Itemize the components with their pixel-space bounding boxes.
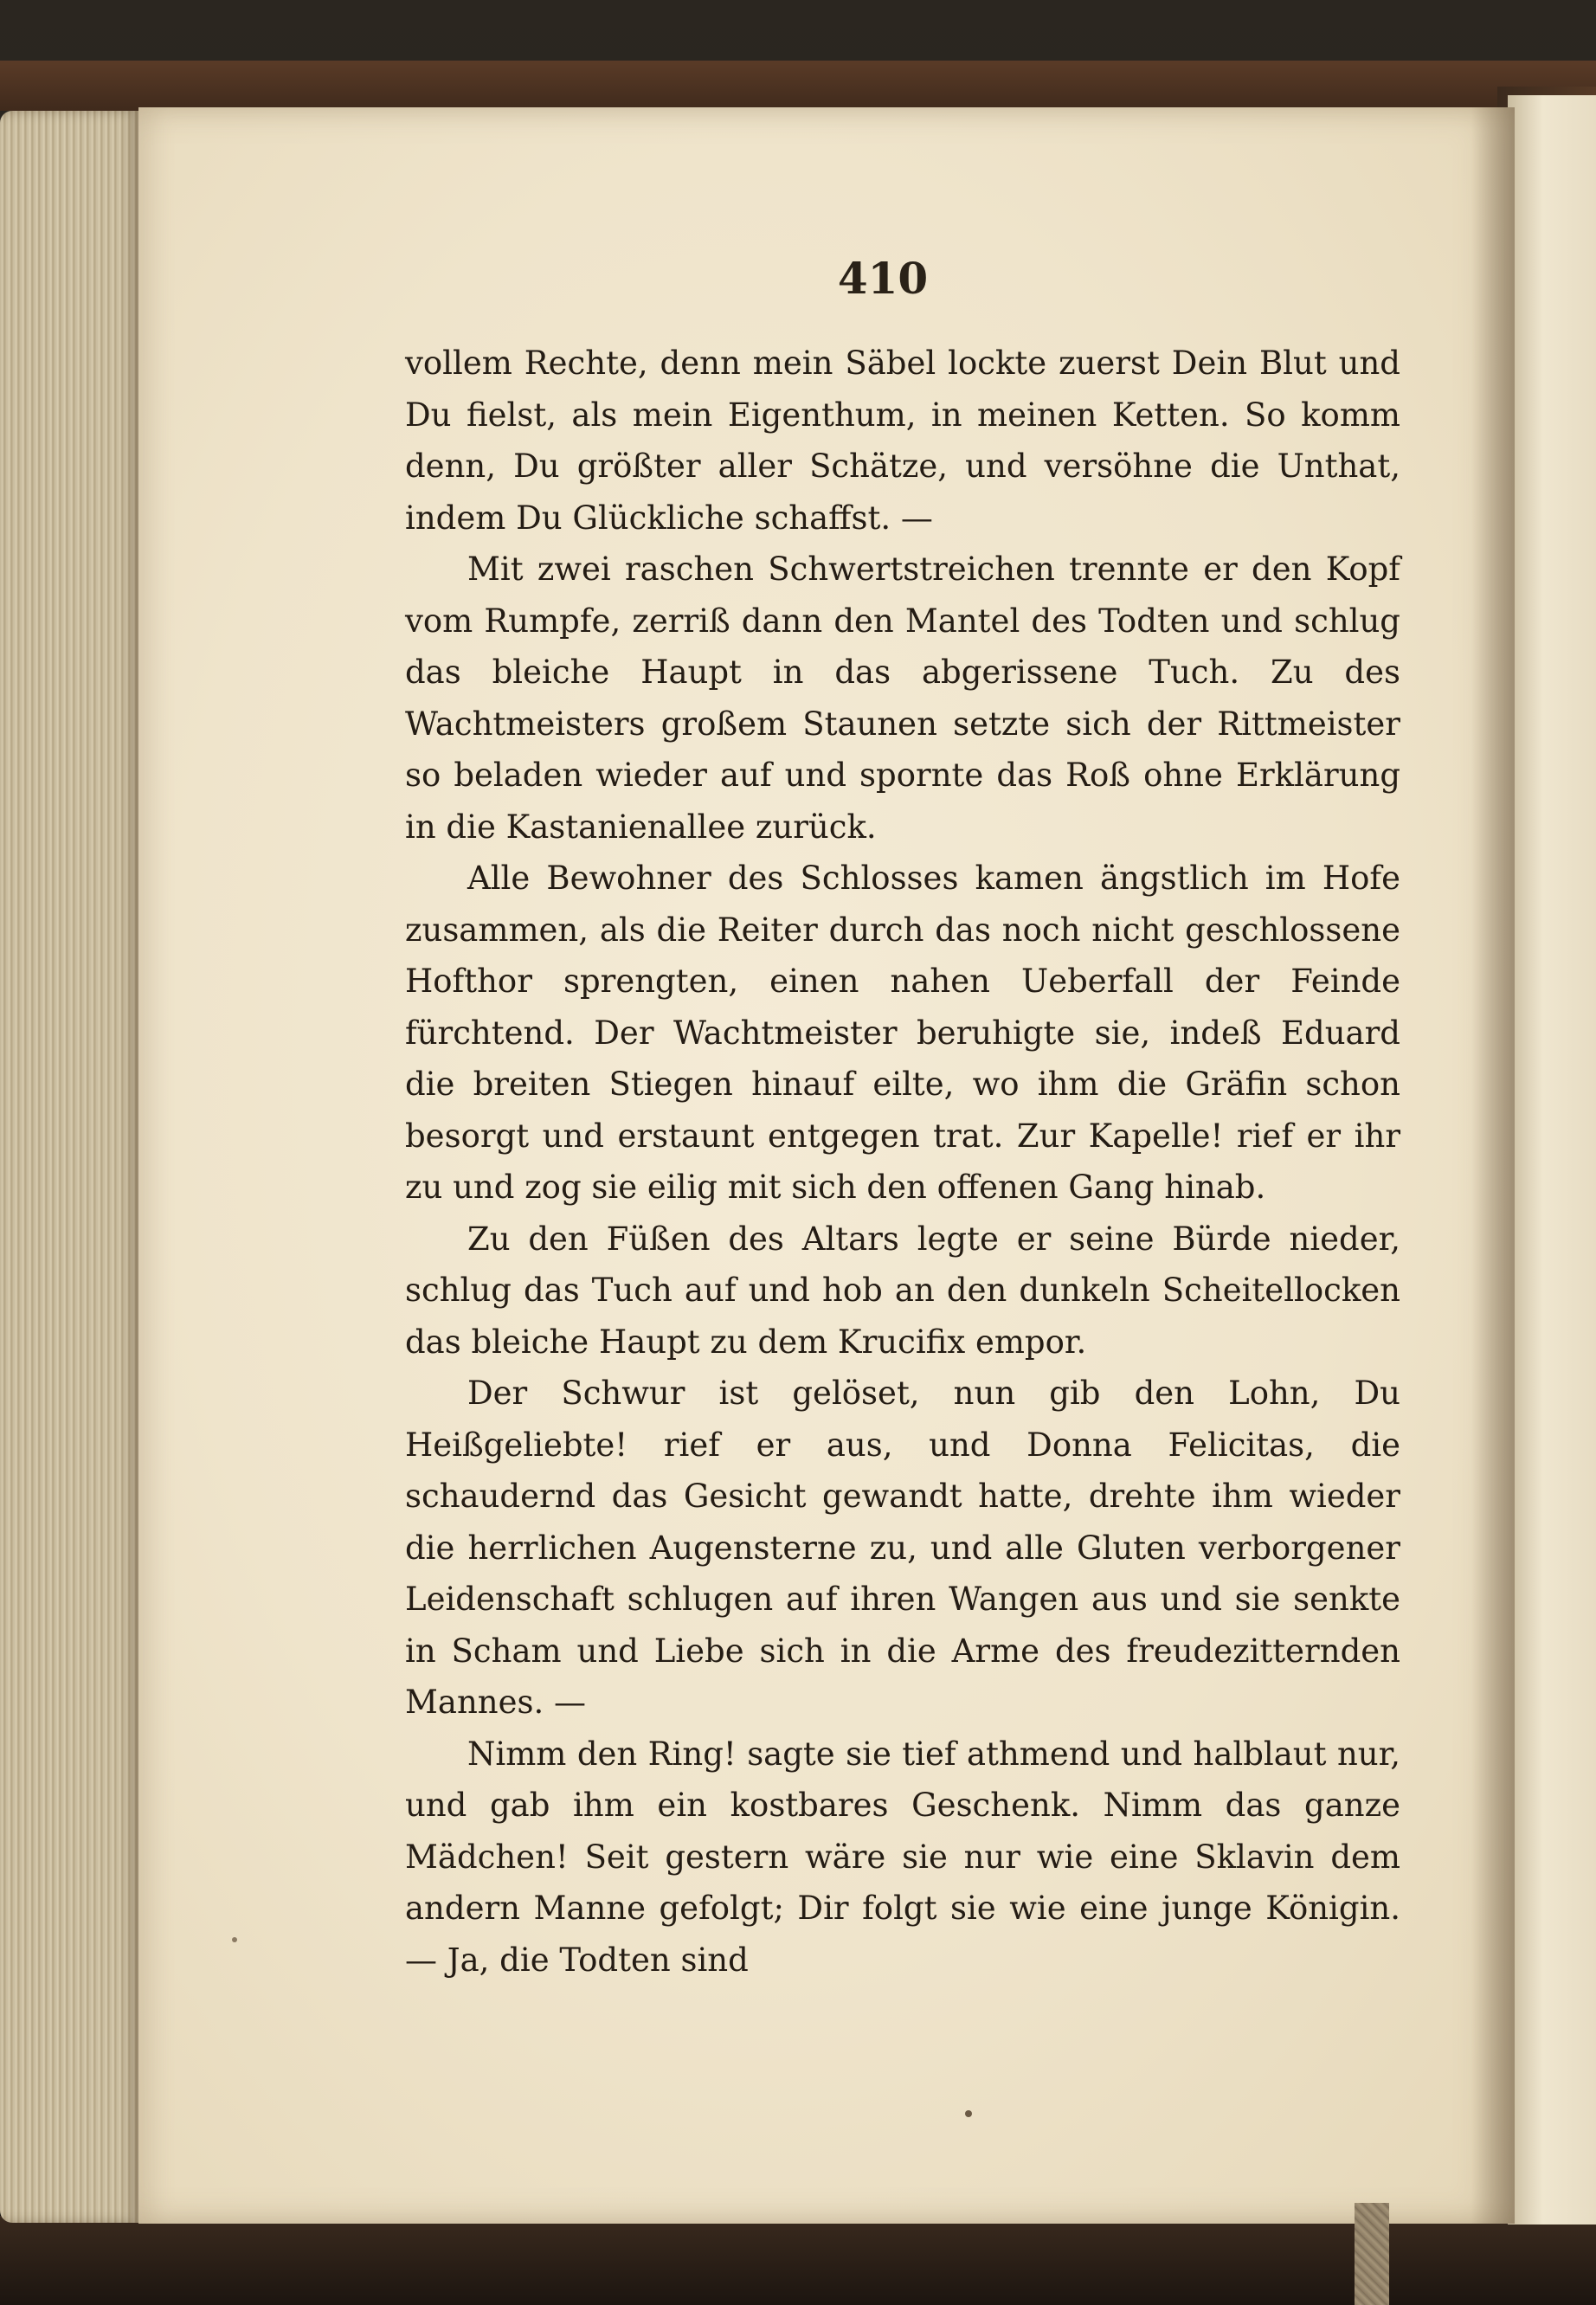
paragraph-3: Alle Bewohner des Schlosses kamen ängstlich im Hofe zusammen, als die Reiter durch das noch nicht geschlossene Hofthor sprengten, einen nahen Ueberfall der Feinde fürchtend. Der Wachtmeister beruhigte sie, indeß Eduard die breiten Stiegen hinauf eilte, wo ihm die Gräfin schon besorgt und erstaunt entgegen trat. Zur Kapelle! rief er ihr zu und zog sie eilig mit sich den offenen Gang hinab. bbox=[405, 860, 1400, 1206]
paragraph-4: Zu den Füßen des Altars legte er seine Bürde nieder, schlug das Tuch auf und hob an den dunkeln Scheitellocken das bleiche Haupt zu dem Krucifix empor. bbox=[405, 1220, 1400, 1361]
paragraph-5: Der Schwur ist gelöset, nun gib den Lohn, Du Heißgeliebte! rief er aus, und Donna Felicitas, die schaudernd das Gesicht gewandt hatte, drehte ihm wieder die herrlichen Augensterne zu, und alle Gluten verborgener Leidenschaft schlugen auf ihren Wangen aus und sie senkte in Scham und Liebe sich in die Arme des freudezitternden Mannes. — bbox=[405, 1375, 1400, 1721]
paper-spot bbox=[232, 1937, 237, 1942]
paragraph-6: Nimm den Ring! sagte sie tief athmend und halblaut nur, und gab ihm ein kostbares Geschenk. Nimm das ganze Mädchen! Seit gestern wäre sie nur wie eine Sklavin dem andern Manne gefolgt; Dir folgt sie wie eine junge Königin. — Ja, die Todten sind bbox=[405, 1735, 1400, 1979]
book-cover-top-edge bbox=[0, 61, 1596, 111]
page-gutter-shadow bbox=[1471, 107, 1515, 2224]
page-body-text bbox=[405, 338, 1400, 1986]
paragraph-1: vollem Rechte, denn mein Säbel lockte zuerst Dein Blut und Du fielst, als mein Eigenthum, in meinen Ketten. So komm denn, Du größter aller Schätze, und versöhne die Unthat, indem Du Glückliche schaffst. — bbox=[405, 344, 1400, 537]
ribbon-bookmark bbox=[1355, 2203, 1389, 2305]
ink-spot bbox=[965, 2110, 972, 2117]
paragraph-2: Mit zwei raschen Schwertstreichen trennte er den Kopf vom Rumpfe, zerriß dann den Mantel des Todten und schlug das bleiche Haupt in das abgerissene Tuch. Zu des Wachtmeisters großem Staunen setzte sich der Rittmeister so beladen wieder auf und spornte das Roß ohne Erklärung in die Kastanienallee zurück. bbox=[405, 550, 1400, 846]
page-number: 410 bbox=[837, 253, 929, 304]
facing-page-edge bbox=[1508, 95, 1596, 2225]
stacked-page-edges bbox=[0, 111, 138, 2223]
